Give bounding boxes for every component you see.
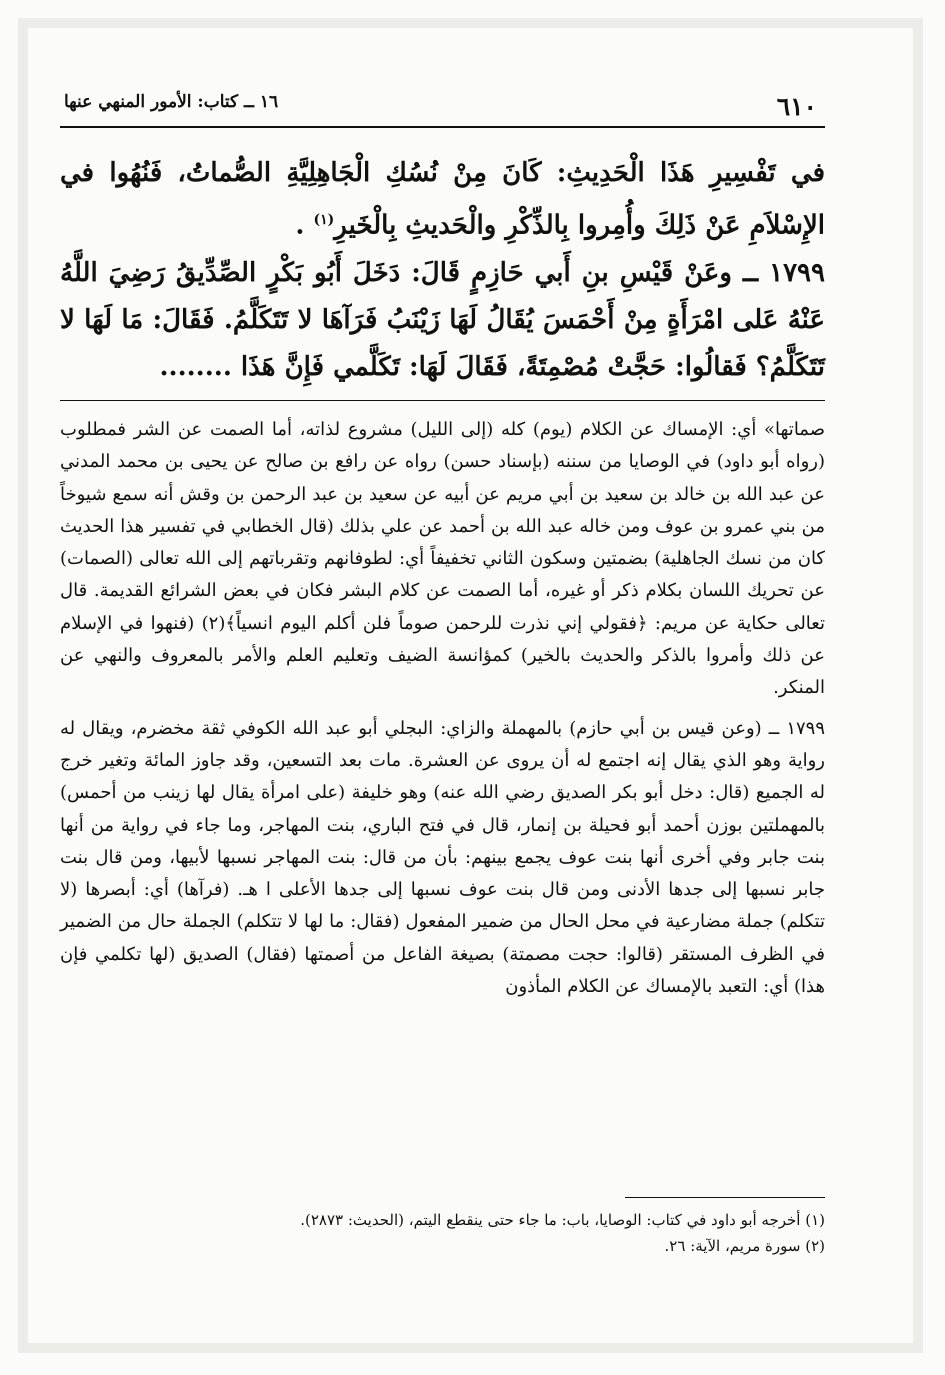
running-title: ١٦ ــ كتاب: الأمور المنهي عنها — [64, 92, 279, 112]
footnote-ref: (١) — [313, 212, 335, 228]
commentary-paragraph: صماتها» أي: الإمساك عن الكلام (يوم) كله (إلى الليل) مشروع لذاته، أما الصمت عن الشر فمطلوب (رواه أبو داود) في الوصايا من سننه (بإسناد حسن) رواه عن رافع بن صالح عن يحيى بن محمد المدني عن عبد الله بن خالد بن سعيد بن أبي مريم عن أبيه عن سعيد بن عبد الرحمن بن وقش أنه سمع شيوخاً من بني عمرو بن عوف ومن خاله عبد الله بن أحمد عن علي بذلك (قال الخطابي في تفسير هذا الحديث كان من نسك الجاهلية) بضمتين وسكون الثاني تخفيفاً أي: لطوفانهم وتقرباتهم إلى الله تعالى (الصمات) عن تحريك اللسان بكلام ذكر أو غيره، أما الصمت عن كلام البشر فكان في بعض الشرائع القديمة. قال تعالى حكاية عن مريم: ﴿فقولي إني نذرت للرحمن صوماً فلن أكلم اليوم انسياً﴾(٢) (فنهوا في الإسلام عن ذلك وأمروا بالذكر والحديث بالخير) كمؤانسة الضيف وتعليم العلم والأمر بالمعروف والنهي عن المنكر. — [60, 419, 825, 699]
footnote-1: (١) أخرجه أبو داود في كتاب: الوصايا، باب: ما جاء حتى ينقطع اليتم، (الحديث: ٢٨٧٣). — [300, 1211, 825, 1229]
main-paragraph-text: في تَفْسِيرِ هَذَا الْحَدِيثِ: كَانَ مِنْ نُسُكِ الْجَاهِلِيَّةِ الصُّماتُ، فَنُهُوا في الإِسْلاَمِ عَنْ ذَلِكَ وأُمِروا بِالذِّكْرِ والْحَديثِ بِالْخَيرِ — [60, 158, 825, 241]
commentary — [60, 414, 825, 1003]
page-header — [60, 92, 825, 128]
main-text — [60, 150, 825, 391]
hadith-paragraph — [60, 250, 825, 391]
hadith-text: وعَنْ قَيْسِ بنِ أَبي حَازِمٍ قَالَ: دَخَلَ أَبُو بَكْرٍ الصِّدِّيقُ رَضِيَ اللَّهُ عَنْهُ عَلى امْرَأَةٍ مِنْ أَحْمَسَ يُقَالُ لَهَا زَيْنَبُ فَرَآهَا لا تَتَكَلَّمُ. فَقَالَ: مَا لَهَا لا تَتَكَلَّمُ؟ فَقالُوا: حَجَّتْ مُصْمِتَةً، فَقَالَ لَهَا: تَكَلَّمي فَإِنَّ هَذَا ........ — [60, 257, 826, 382]
footnote-divider — [625, 1197, 825, 1198]
text-divider — [60, 400, 825, 401]
footnote-2: (٢) سورة مريم، الآية: ٢٦. — [664, 1237, 825, 1255]
page-number: ٦١٠ — [776, 92, 817, 121]
hadith-number: ١٧٩٩ ــ — [742, 257, 825, 288]
footnotes — [60, 1207, 825, 1259]
commentary-paragraph: ١٧٩٩ ــ (وعن قيس بن أبي حازم) بالمهملة والزاي: البجلي أبو عبد الله الكوفي ثقة مخضرم، ويقال له رواية وهو الذي يقال إنه اجتمع له أن يروى عن العشرة. مات بعد التسعين، وقد جاوز المائة وتغير خرج له الجميع (قال: دخل أبو بكر الصديق رضي الله عنه) وهو خليفة (على امرأة يقال لها زينب من أحمس) بالمهملتين بوزن أحمد أبو فحيلة بن إنمار، قال في فتح الباري، بنت المهاجر، وما جاء في رواية من أنها بنت جابر وفي أخرى أنها بنت عوف يجمع بينهم: بأن من قال: بنت المهاجر نسبها لأبيها، ومن قال بنت جابر نسبها إلى جدها الأدنى ومن قال بنت عوف نسبها إلى جدها الأعلى ا هـ. (فرآها) أي: أبصرها (لا تتكلم) جملة مضارعية في محل الحال من ضمير المفعول (فقال: ما لها لا تتكلم) الجملة حال من الضمير في الظرف المستقر (قالوا: حجت مصمتة) بصيغة الفاعل من أصمتها (فقال) الصديق (لها تكلمي فإن هذا) أي: التعبد بالإمساك عن الكلام المأذون — [60, 717, 825, 998]
main-paragraph: في تَفْسِيرِ هَذَا الْحَدِيثِ: كَانَ مِنْ نُسُكِ الْجَاهِلِيَّةِ الصُّماتُ، فَنُهُوا في الإِسْلاَمِ عَنْ ذَلِكَ وأُمِروا بِالذِّكْرِ والْحَديثِ بِالْخَيرِ$^{(١)}$ . — [60, 158, 825, 241]
